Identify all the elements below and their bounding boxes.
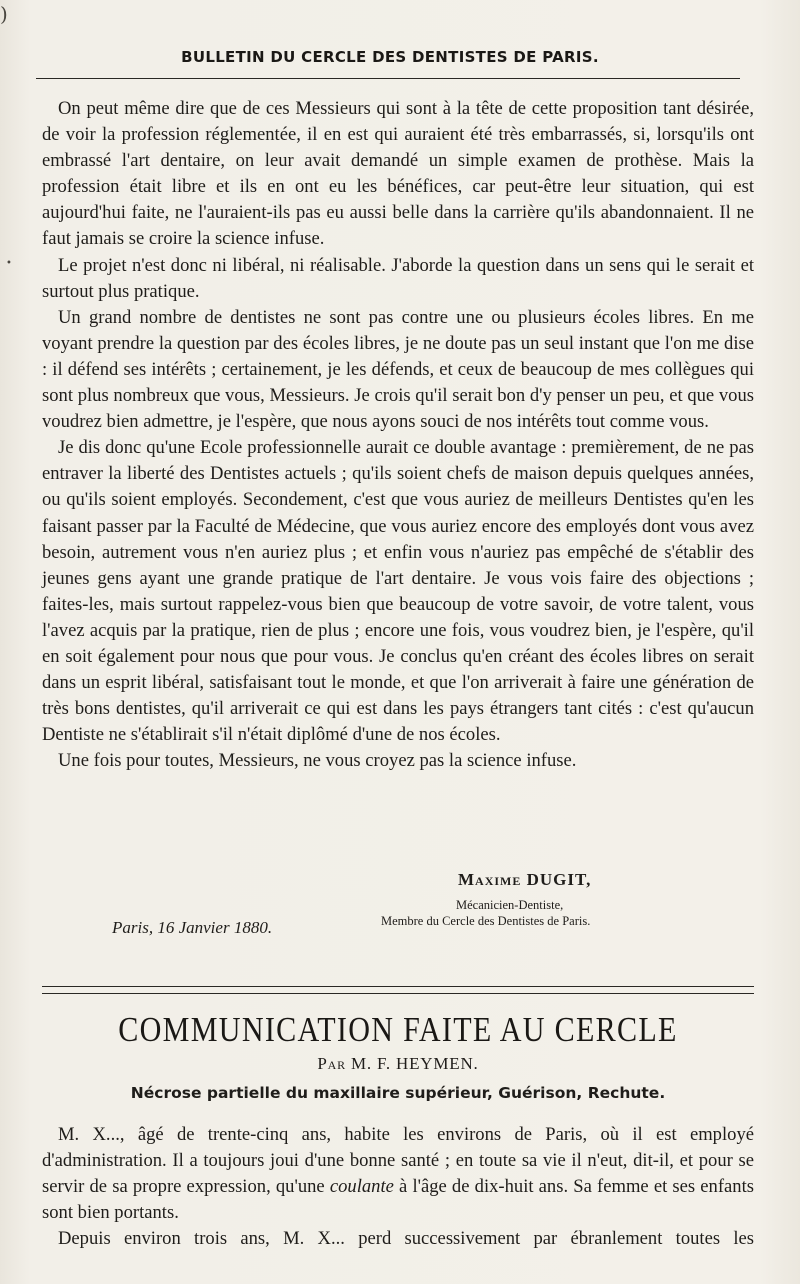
author-title: Mécanicien-Dentiste, xyxy=(456,898,564,912)
signature-block xyxy=(0,862,800,972)
paragraph: Je dis donc qu'une Ecole professionnelle aurait ce double avantage : premièrement, de ne pas entraver la liberté des Dentistes actuels ; qu'ils soient chefs de maison depuis quelques années, ou qu'ils soient employés. Secondement, c'est que vous auriez de meilleurs Dentistes qu'en les faisant passer par la Faculté de Médecine, que vous auriez encore des employés dont vous avez besoin, autrement vous n'en auriez plus ; et enfin vous n'auriez pas empêché de s'établir des jeunes gens ayant une grande pratique de l'art dentaire. Je vous vois faire des objections ; faites-les, mais surtout rappelez-vous bien que beaucoup de votre savoir, de votre talent, vous l'avez acquis par la pratique, rien de plus ; encore une fois, vous voudrez bien, je l'espère, qu'il en soit également pour nous que pour vous. Je conclus qu'en créant des écoles libres on serait dans un esprit libéral, satisfaisant tout le monde, et que l'on arriverait à faire une génération de très bons dentistes, qu'il arriverait ce qui est dans les pays étrangers tant cités : c'est qu'aucun Dentiste ne s'établirait s'il n'était diplômé d'une de nos écoles. xyxy=(42,437,754,746)
section-divider xyxy=(42,986,754,994)
paragraph: Une fois pour toutes, Messieurs, ne vous croyez pas la science infuse. xyxy=(58,750,577,772)
author-name: Maxime DUGIT, xyxy=(458,870,592,889)
article-body xyxy=(42,96,754,774)
paragraph-text: M. X..., âgé de trente-cinq ans, habite les environs de Paris, où il est employé d'administration. Il a toujours joui d'une bonne santé ; en toute sa vie il n'eut, dit-il, et pour se servir de sa propre expression, qu'une xyxy=(42,1124,754,1198)
paragraph: Un grand nombre de dentistes ne sont pas contre une ou plusieurs écoles libres. En me voyant prendre la question par des écoles libres, je ne doute pas un seul instant que l'on me dise : il défend ses intérêts ; certainement, je les défends, et ceux de beaucoup de mes collègues qui sont plus nombreux que vous, Messieurs. Je crois qu'il serait bon d'y penser un peu, et que vous voudrez bien admettre, je l'espère, que nous ayons souci de nos intérêts tout comme vous. xyxy=(42,306,754,433)
margin-mark: ) xyxy=(0,2,8,26)
running-header: BULLETIN DU CERCLE DES DENTISTES DE PARIS. xyxy=(181,48,599,66)
author-affiliation: Membre du Cercle des Dentistes de Paris. xyxy=(381,914,591,928)
paragraph xyxy=(42,1122,754,1226)
paragraph-text: à l'âge de dix-huit ans. Sa femme et ses enfants sont bien portants. xyxy=(42,1176,754,1224)
margin-dot: • xyxy=(6,258,12,269)
italic-term: coulante xyxy=(329,1176,394,1198)
header-rule xyxy=(36,78,740,79)
section-subtitle: Nécrose partielle du maxillaire supérieur, Guérison, Rechute. xyxy=(130,1084,666,1102)
paragraph: Le projet n'est donc ni libéral, ni réalisable. J'aborde la question dans un sens qui le serait et surtout plus pratique. xyxy=(42,254,754,302)
place-date: Paris, 16 Janvier 1880. xyxy=(112,918,273,937)
section-title: COMMUNICATION FAITE AU CERCLE xyxy=(118,1010,678,1049)
paragraph: On peut même dire que de ces Messieurs qui sont à la tête de cette proposition tant désirée, de voir la profession réglementée, il en est qui auraient été très embarrassés, si, lorsqu'ils ont embrassé l'art dentaire, on leur avait demandé un simple examen de prothèse. Mais la profession était libre et ils en ont eu les bénéfices, car peut-être leur situation, qui est aujourd'hui faite, ne l'auraient-ils pas eu aussi belle dans la carrière qu'ils abandonnaient. Il ne faut jamais se croire la science infuse. xyxy=(42,98,754,250)
paragraph: Depuis environ trois ans, M. X... perd successivement par ébranlement toutes les xyxy=(58,1228,754,1250)
communication-body xyxy=(42,1122,754,1252)
section-author: Par M. F. HEYMEN. xyxy=(317,1054,479,1073)
